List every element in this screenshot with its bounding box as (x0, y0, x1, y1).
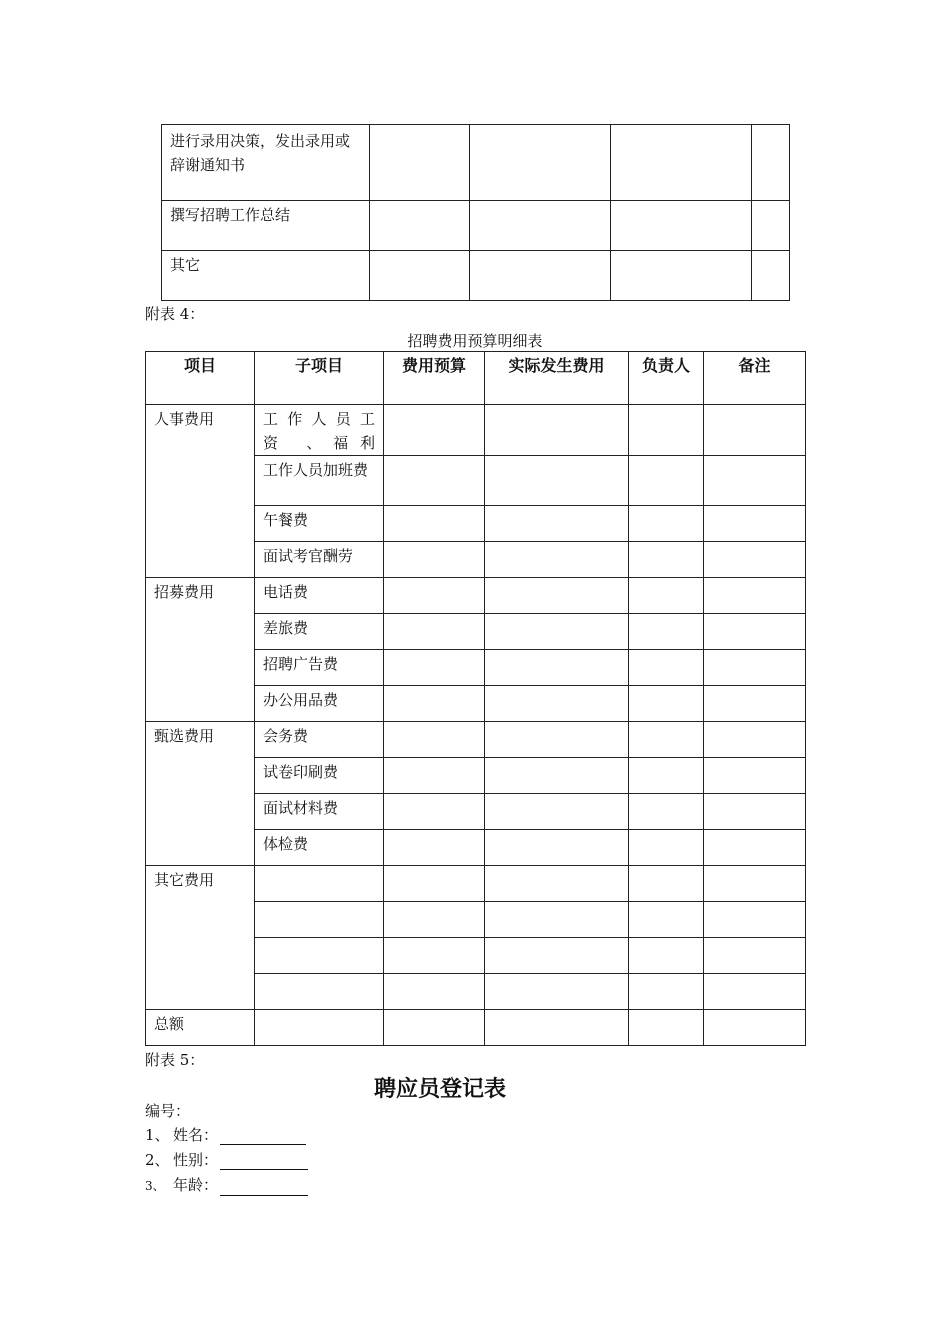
group-cell: 其它费用 (146, 866, 255, 1010)
budget-table-caption: 招聘费用预算明细表 (407, 332, 543, 350)
subitem-cell (255, 938, 384, 974)
field-label: 性别： (173, 1151, 219, 1169)
total-row (146, 1010, 806, 1046)
group-cell: 招募费用 (146, 578, 255, 722)
table-row (162, 251, 790, 301)
subitem-cell (255, 866, 384, 902)
subitem-cell: 体检费 (255, 830, 384, 866)
subitem-cell: 办公用品费 (255, 686, 384, 722)
subitem-cell: 面试材料费 (255, 794, 384, 830)
subitem-cell: 工作人员加班费 (255, 456, 384, 506)
gender-field (145, 1150, 308, 1170)
subitem-cell (255, 974, 384, 1010)
appendix4-label: 附表 4： (145, 305, 205, 323)
group-cell: 甄选费用 (146, 722, 255, 866)
subitem-cell: 工 作 人 员 工 资 、福利 (255, 405, 384, 456)
header-notes: 备注 (704, 352, 806, 405)
gender-blank-line[interactable] (220, 1153, 308, 1170)
header-subitem: 子项目 (255, 352, 384, 405)
task-table (161, 124, 790, 301)
subitem-cell: 试卷印刷费 (255, 758, 384, 794)
header-budget: 费用预算 (384, 352, 485, 405)
table-row (146, 866, 806, 902)
field-index: 2、 (145, 1151, 170, 1169)
table-row (146, 405, 806, 456)
table-row (162, 125, 790, 201)
table-row (162, 201, 790, 251)
appendix5-label: 附表 5： (145, 1051, 205, 1069)
subitem-cell: 午餐费 (255, 506, 384, 542)
total-cell: 总额 (146, 1010, 255, 1046)
task-cell: 其它 (162, 251, 370, 301)
subitem-cell: 电话费 (255, 578, 384, 614)
number-label: 编号： (145, 1102, 191, 1120)
age-field (145, 1175, 308, 1196)
subitem-cell: 面试考官酬劳 (255, 542, 384, 578)
header-owner: 负责人 (629, 352, 704, 405)
name-blank-line[interactable] (220, 1128, 306, 1145)
table-row (146, 578, 806, 614)
registration-form-title: 聘应员登记表 (373, 1077, 506, 1102)
subitem-cell (255, 902, 384, 938)
field-label: 年龄： (173, 1176, 219, 1194)
field-index: 3、 (145, 1179, 165, 1193)
name-field (145, 1125, 306, 1145)
table-row (146, 722, 806, 758)
table-header-row (146, 352, 806, 405)
group-cell: 人事费用 (146, 405, 255, 578)
subitem-cell: 会务费 (255, 722, 384, 758)
subitem-cell: 招聘广告费 (255, 650, 384, 686)
task-cell: 进行录用决策，发出录用或辞谢通知书 (162, 125, 370, 201)
field-index: 1、 (145, 1126, 170, 1144)
age-blank-line[interactable] (220, 1179, 308, 1196)
field-label: 姓名： (173, 1126, 219, 1144)
subitem-cell: 差旅费 (255, 614, 384, 650)
budget-table (145, 351, 806, 1046)
header-item: 项目 (146, 352, 255, 405)
task-cell: 撰写招聘工作总结 (162, 201, 370, 251)
header-actual: 实际发生费用 (485, 352, 629, 405)
